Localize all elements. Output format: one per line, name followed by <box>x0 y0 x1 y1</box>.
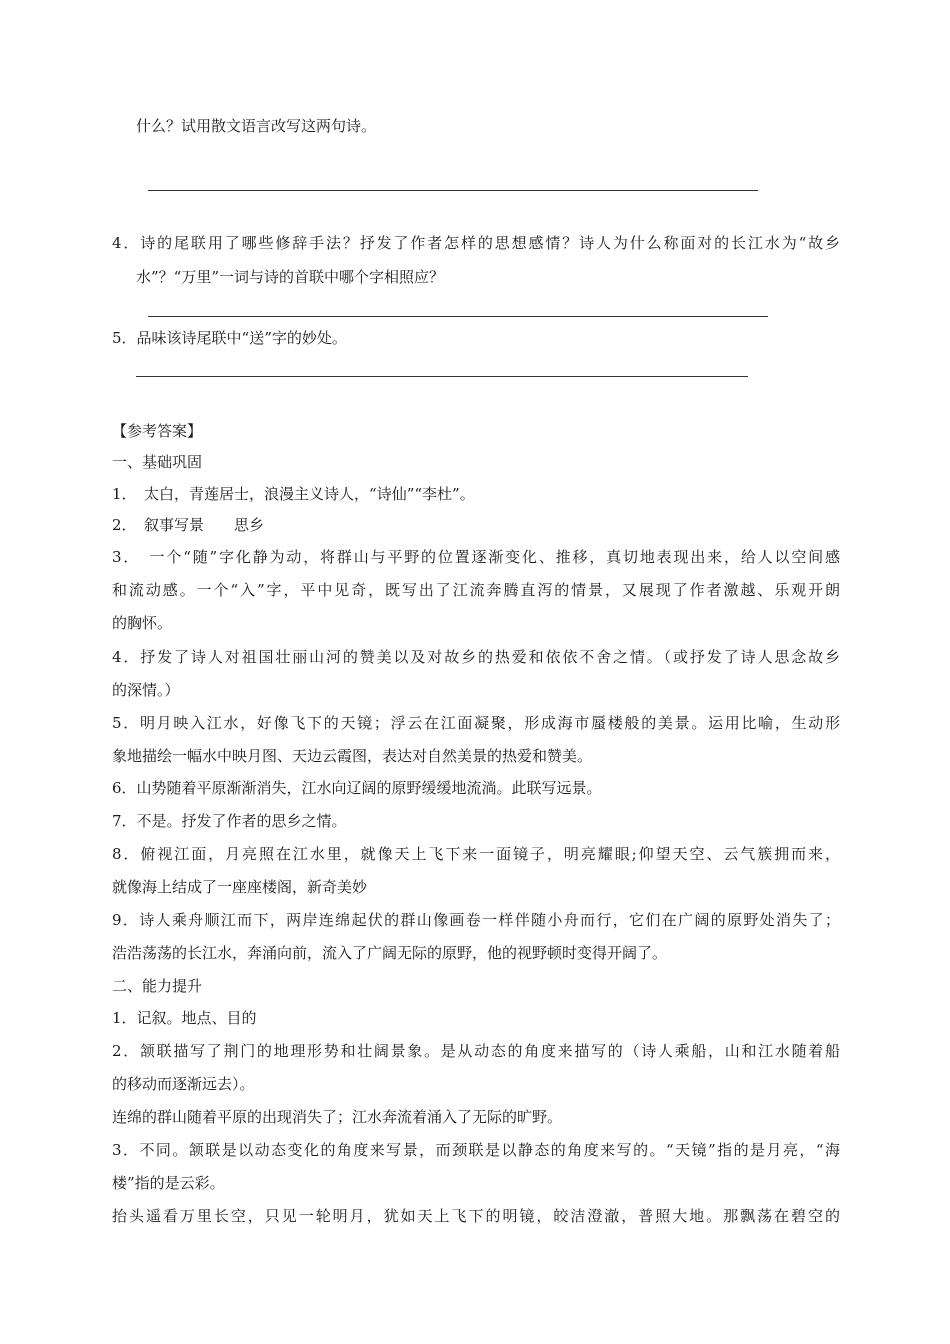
answer-heading: 【参考答案】 <box>112 422 203 440</box>
question-4-line-2: 水”？“万里”一词与诗的首联中哪个字相照应？ <box>136 268 445 286</box>
answer-9-line-1: 9．诗人乘舟顺江而下，两岸连绵起伏的群山像画卷一样伴随小舟而行，它们在广阔的原野处消失了； <box>112 911 840 929</box>
answer-b2-line-1: 2．颔联描写了荆门的地理形势和壮阔景象。是从动态的角度来描写的（诗人乘船，山和江水随着船 <box>112 1042 840 1060</box>
answer-1: 1． 太白，青莲居士，浪漫主义诗人，“诗仙”“李杜”。 <box>112 485 475 503</box>
answer-b2-line-2: 的移动而逐渐远去）。 <box>112 1075 255 1093</box>
answer-3-line-3: 的胸怀。 <box>112 614 173 632</box>
answer-2: 2． 叙事写景 思乡 <box>112 516 265 534</box>
answer-4-line-1: 4．抒发了诗人对祖国壮丽山河的赞美以及对故乡的热爱和依依不舍之情。（或抒发了诗人思念故乡 <box>112 648 840 666</box>
answer-3-line-2: 和流动感。一个“入”字，平中见奇，既写出了江流奔腾直泻的情景，又展现了作者激越、乐观开朗 <box>112 581 840 599</box>
answer-4-line-2: 的深情。） <box>112 681 180 699</box>
answer-3-line-1: 3． 一个“随”字化静为动，将群山与平野的位置逐渐变化、推移，真切地表现出来，给人以空间感 <box>112 548 840 566</box>
answer-blank-line <box>148 190 758 191</box>
answer-7: 7．不是。抒发了作者的思乡之情。 <box>112 812 347 830</box>
answer-blank-line <box>148 316 768 317</box>
answer-b3-line-1: 3．不同。颔联是以动态变化的角度来写景，而颈联是以静态的角度来写的。“天镜”指的是月亮，“海 <box>112 1141 840 1159</box>
question-3-tail: 什么？试用散文语言改写这两句诗。 <box>136 117 377 135</box>
question-4-line-1: 4．诗的尾联用了哪些修辞手法？抒发了作者怎样的思想感情？诗人为什么称面对的长江水为“故乡 <box>112 234 840 252</box>
answer-5-line-2: 象地描绘一幅水中映月图、天边云霞图，表达对自然美景的热爱和赞美。 <box>112 747 593 765</box>
answer-9-line-2: 浩浩荡荡的长江水，奔涌向前，流入了广阔无际的原野，他的视野顿时变得开阔了。 <box>112 944 668 962</box>
answer-5-line-1: 5．明月映入江水，好像飞下的天镜；浮云在江面凝聚，形成海市蜃楼般的美景。运用比喻，生动形 <box>112 714 840 732</box>
answer-b3-line-3: 抬头遥看万里长空，只见一轮明月，犹如天上飞下的明镜，皎洁澄澈，普照大地。那飘荡在碧空的 <box>112 1207 840 1225</box>
answer-b3-line-2: 楼”指的是云彩。 <box>112 1174 225 1192</box>
answer-blank-line <box>136 376 748 377</box>
answer-b1: 1．记叙。地点、目的 <box>112 1009 257 1027</box>
answer-b2-line-3: 连绵的群山随着平原的出现消失了；江水奔流着涌入了无际的旷野。 <box>112 1108 563 1126</box>
answer-6: 6．山势随着平原渐渐消失，江水向辽阔的原野缓缓地流淌。此联写远景。 <box>112 779 602 797</box>
answer-8-line-2: 就像海上结成了一座座楼阁，新奇美妙 <box>112 878 368 896</box>
answer-8-line-1: 8．俯视江面，月亮照在江水里，就像天上飞下来一面镜子，明亮耀眼;仰望天空、云气簇拥而来， <box>112 845 840 863</box>
section-heading-2: 二、能力提升 <box>112 977 203 995</box>
section-heading-1: 一、基础巩固 <box>112 453 203 471</box>
question-5: 5．品味该诗尾联中“送”字的妙处。 <box>112 329 347 347</box>
